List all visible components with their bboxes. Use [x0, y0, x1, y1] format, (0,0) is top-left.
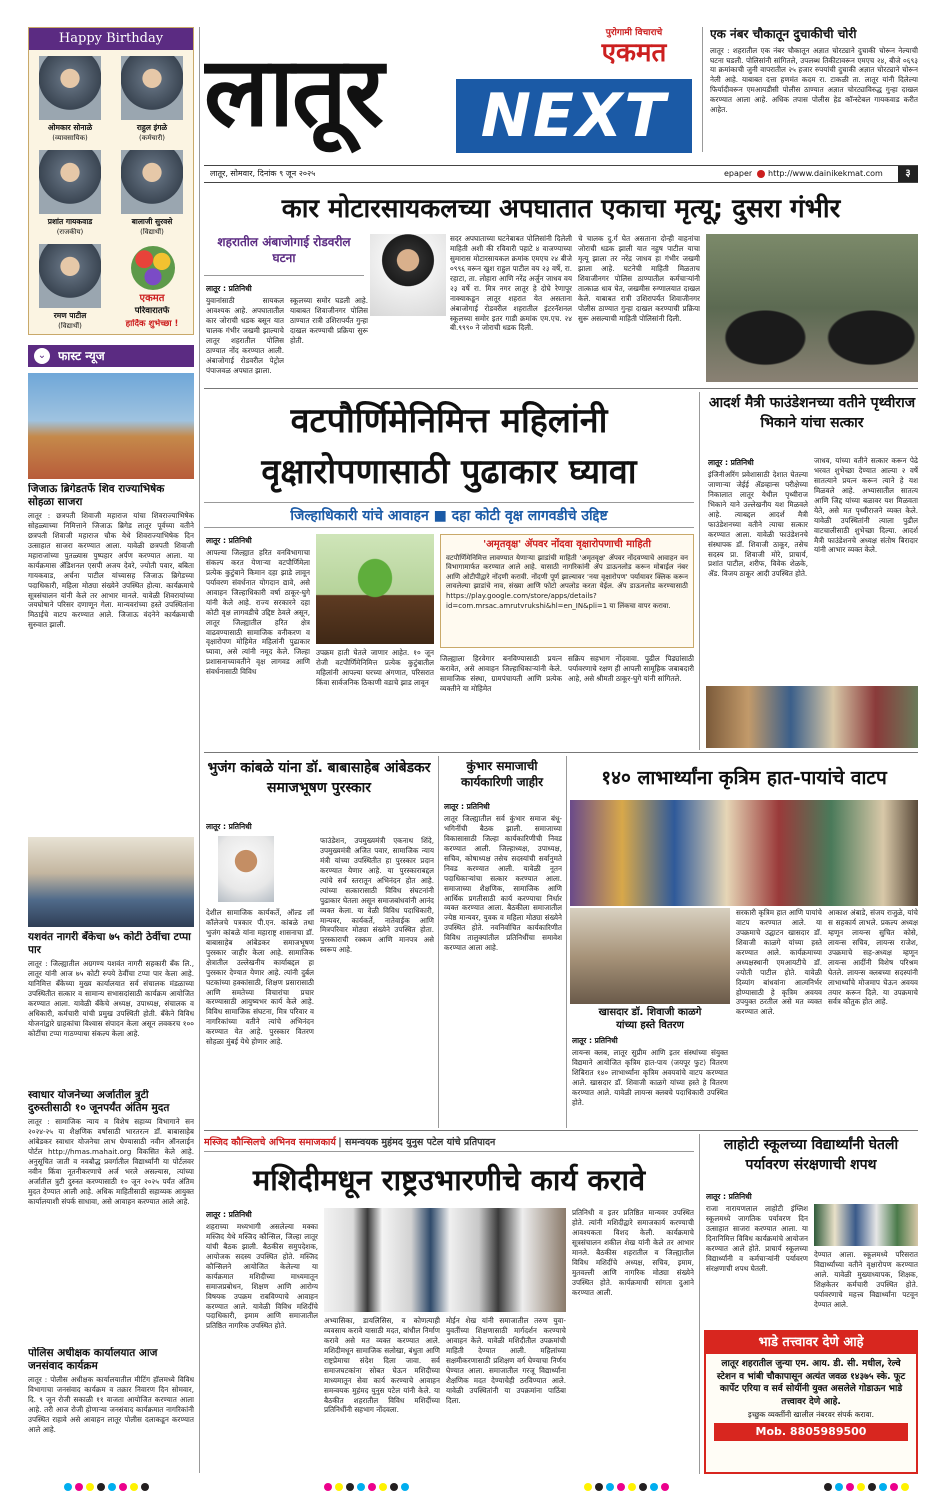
left-column-rule: [199, 27, 200, 1473]
vat-photo-sapling: [316, 534, 434, 644]
vat-headline-line2: वृक्षारोपणासाठी पुढाकार घ्यावा: [261, 452, 637, 492]
birthday-name-5: रमण पाटील: [53, 311, 87, 320]
birthday-wish-line2: परिवारातर्फे: [134, 306, 170, 316]
registration-dot: [357, 1483, 365, 1491]
dateline-bar: [204, 165, 918, 183]
kumbhar-byline: लातूर : प्रतिनिधी: [444, 802, 490, 811]
ad-title: भाडे तत्त्वावर देणे आहे: [706, 1332, 916, 1354]
kumbhar-right-rule: [566, 756, 567, 1128]
accident-col2: सदर अपघाताच्या घटनेबाबत पोलिसांनी दिलेली माहिती अशी की रविवारी पहाटे ४ वाजण्याच्या सुमारास मोटारसायकल क्रमांक एमएच २४ बीजे ०९९६ वरून खुश राहुल पाटील वय २३ वर्षे, रा. रहाटा, ता. लोहारा आणि नरेंद्र अर्जुन जाधव वय २३ वर्षे रा. मित्र नगर लातूर हे दोघे रेणापूर नाक्याकडून लातूर शहरात येत असताना अंबाजोगाई रोडवरील शहरातील इंटरनॅशनल स्कूलच्या समोर इतर गाडी क्रमांक एम.एच. २४ बी.९९९० ने जोराची धडक दिली.: [450, 234, 572, 333]
birthday-title: Happy Birthday: [29, 28, 193, 50]
chevron-down-icon: ⌄: [34, 348, 50, 364]
accident-byline: लातूर : प्रतिनिधी: [206, 284, 252, 293]
registration-dot: [868, 1483, 876, 1491]
registration-dot: [346, 1483, 354, 1491]
fast-news-body-1: लातूर : छत्रपती शिवाजी महाराज यांचा शिवराज्याभिषेक सोहळ्याच्या निमित्ताने जिजाऊ ब्रिगेड लातूर पूर्वच्या वतीने छत्रपती शिवाजी महाराज चौक येथे शिवराज्याभिषेक दिन उत्साहात साजरा करण्यात आला. यावेळी छत्रपती शिवाजी महाराजांच्या पुतळ्यास पुष्पहार अर्पण करण्यात आला. या कार्यक्रमास ॲडिशनल एसपी अजय देवरे, ज्योती पवार, बबिता गायकवाड, अर्चना पाटील यांच्यासह जिजाऊ ब्रिगेडच्या पदाधिकारी, महिला मोठ्या संख्येने उपस्थित होत्या. कार्यक्रमाचे सूत्रसंचालन यांनी केले तर आभार मानले. यावेळी शिवरायांच्या जयघोषाने परिसर दणाणून गेला. मान्यवरांच्या हस्ते उपस्थितांना मिठाईचे वाटप करण्यात आले. जिजाऊ वंदनेने कार्यक्रमाची सुरुवात झाली.: [28, 511, 194, 630]
lahoti-col2: देण्यात आला. स्कूलमध्ये परिसरात विद्यार्थ्यांच्या वतीने वृक्षारोपण करण्यात आले. यावेळी मुख्याध्यापक, शिक्षक, शिक्षकेतर कर्मचारी उपस्थित होते. पर्यावरणाचे महत्त्व विद्यार्थ्यांना पटवून देण्यात आले.: [814, 1250, 918, 1309]
prosthetic-caption-line1: खासदार डॉ. शिवाजी काळगे: [598, 1007, 702, 1018]
top-right-rule: [702, 27, 703, 152]
top-right-body: लातूर : शहरातील एक नंबर चौकातून अज्ञात चोरट्याने दुचाकी चोरून नेल्याची घटना घडली. पोलिसांनी सांगितले, उपलब्ध तिकीटावरून एमएच २४, बीजे ०६९३ या क्रमांकाची जुनी वापरातील २५ हजार रुपयांची दुचाकी अज्ञात चोरट्याने चोरून नेली आहे. याबाबत दत्ता हणमंत कदम रा. टाकळी ता. लातूर यांनी दिलेल्या फिर्यादीवरून एमआयडीसी पोलीस ठाण्यात अज्ञात चोरट्याविरुद्ध गुन्हा दाखल करण्यात आला आहे. अधिक तपास पोलीस हेड कॉन्स्टेबल गायकवाड करीत आहेत.: [710, 45, 918, 115]
birthday-photo-5: [39, 244, 101, 308]
lahoti-headline: लाहोटी स्कूलच्या विद्यार्थ्यांनी घेतली पर्यावरण संरक्षणाची शपथ: [723, 1137, 899, 1173]
birthday-photo-2: [121, 56, 183, 120]
registration-dot: [86, 1483, 94, 1491]
registration-dot: [890, 1483, 898, 1491]
prosthetic-photo-group: [570, 800, 918, 906]
masjid-kicker: मस्जिद कौन्सिलचे अभिनव समाजकार्य: [204, 1137, 336, 1148]
accident-headline: कार मोटारसायकलच्या अपघातात एकाचा मृत्यू; दुसरा गंभीर: [281, 194, 841, 224]
ad-mobile[interactable]: Mob. 8805989500: [714, 1423, 908, 1441]
registration-dot: [901, 1483, 909, 1491]
accident-col1b: स्कूलच्या समोर घडली आहे. याबाबत शिवाजीनगर पोलिस ठाण्यात रात्री उशिरापर्यंत गुन्हा दाखल करण्याची प्रक्रिया सुरू होती.: [290, 296, 368, 345]
registration-dot: [379, 1483, 387, 1491]
registration-dot: [628, 1483, 636, 1491]
vat-info-box: [440, 534, 694, 648]
accident-photo-person: [370, 234, 446, 316]
registration-dot: [639, 1483, 647, 1491]
bhujang-portrait: [218, 836, 274, 902]
registration-dot: [141, 1483, 149, 1491]
bhujang-col2: फाउंडेशन, उपमुख्यमंत्री एकनाथ शिंदे, उपमुख्यमंत्री अजित पवार, सामाजिक न्याय मंत्री यांच्या उपस्थितीत हा पुरस्कार प्रदान करण्यात येणार आहे. या पुरस्काराबद्दल त्यांचे सर्व स्तरातून अभिनंदन होत आहे. त्यांच्या सत्कारासाठी विविध संघटनांनी पुढाकार घेतला असून समाजबांधवांनी आनंद व्यक्त केला. या वेळी विविध पदाधिकारी, मान्यवर, कार्यकर्ते, नातेवाईक आणि मित्रपरिवार मोठ्या संख्येने उपस्थित होता. पुरस्काराची रक्कम आणि मानपत्र असे स्वरूप आहे.: [320, 836, 434, 955]
masjid-kicker-rest: | समन्वयक मुहंमद युनुस पटेल यांचे प्रतिपादन: [338, 1137, 496, 1148]
masjid-col4: प्रतिनिधी व इतर प्रतिष्ठित मान्यवर उपस्थित होते. त्यांनी मशिदीद्वारे समाजकार्य करण्याची आवश्यकता विशद केली. कार्यक्रमाचे सूत्रसंचालन शकील शेख यांनी केले तर आभार मानले. बैठकीस शहरातील व जिल्ह्यातील विविध मशिदींचे अध्यक्ष, सचिव, इमाम, मुतवल्ली आणि नागरिक मोठ्या संख्येने उपस्थित होते. कार्यक्रमाची सांगता दुआने करण्यात आली.: [572, 1208, 694, 1297]
masjid-headline: मशिदीमधून राष्ट्रउभारणीचे कार्य करावे: [252, 1163, 646, 1197]
bhujang-byline: लातूर : प्रतिनिधी: [206, 822, 252, 831]
kumbhar-body: लातूर जिल्ह्यातील सर्व कुंभार समाज बंधू-भगिनींची बैठक झाली. समाजाच्या विकासासाठी जिल्हा कार्यकारिणीची निवड करण्यात आली. जिल्हाध्यक्ष, उपाध्यक्ष, सचिव, कोषाध्यक्ष तसेच सदस्यांची सर्वानुमते निवड करण्यात आली. यावेळी नूतन पदाधिकाऱ्यांचा सत्कार करण्यात आला. समाजाच्या शैक्षणिक, सामाजिक आणि आर्थिक प्रगतीसाठी कार्य करण्याचा निर्धार व्यक्त करण्यात आला. बैठकीला समाजातील ज्येष्ठ मान्यवर, युवक व महिला मोठ्या संख्येने उपस्थित होते. नवनिर्वाचित कार्यकारिणीत विविध तालुक्यांतील प्रतिनिधींचा समावेश करण्यात आला आहे.: [444, 814, 562, 953]
prosthetic-headline: १४० लाभार्थ्यांना कृत्रिम हात-पायांचे वाटप: [601, 767, 887, 789]
aadarsh-photo: [706, 686, 918, 748]
birthday-name-3: प्रशांत गायकवाड: [47, 217, 93, 226]
top-right-news: [710, 27, 918, 152]
masthead-tagline: पुरोगामी विचाराचे: [605, 28, 663, 38]
fast-news-headline-3: स्वाधार योजनेच्या अर्जातील त्रुटी दुरुस्तीसाठी १० जूनपर्यंत अंतिम मुदत: [28, 1089, 170, 1115]
registration-dot: [835, 1483, 843, 1491]
masjid-photo: [324, 1208, 566, 1312]
accident-photo-bike: [706, 234, 918, 382]
registration-dot: [606, 1483, 614, 1491]
vat-headline-line1: वटपौर्णिमेनिमित्त महिलांनी: [290, 401, 608, 441]
birthday-photo-1: [39, 56, 101, 120]
birthday-name-4: बालाजी सुरवसे: [131, 217, 173, 226]
fast-news-banner: [28, 345, 194, 367]
masjid-byline: लातूर : प्रतिनिधी: [206, 1210, 252, 1219]
registration-marks: [28, 1480, 918, 1494]
vat-col3: जिल्ह्याला हिरवेगार बनविण्यासाठी प्रयत्न करावेत, असे आवाहन जिल्हाधिकाऱ्यांनी केले. सामाजिक संस्था, ग्रामपंचायती आणि प्रत्येक व्यक्तीने या मोहिमेत: [440, 654, 562, 693]
vat-box-title: 'अमृतवृक्ष' ॲपवर नोंदवा वृक्षारोपणाची माहिती: [483, 539, 651, 550]
top-right-headline: एक नंबर चौकातून दुचाकीची चोरी: [710, 27, 857, 41]
lahoti-byline: लातूर : प्रतिनिधी: [706, 1192, 752, 1201]
registration-dot: [119, 1483, 127, 1491]
vat-byline: लातूर : प्रतिनिधी: [206, 536, 252, 545]
birthday-wish-brand: एकमत: [139, 293, 165, 304]
vat-col4: सक्रिय सहभाग नोंदवावा. पुढील पिढ्यांसाठी पर्यावरणाचे रक्षण ही आपली सामूहिक जबाबदारी आहे, असे श्रीमती ठाकूर-घुगे यांनी सांगितले.: [568, 654, 694, 683]
birthday-role-4: (विद्यार्थी): [140, 228, 164, 236]
masjid-col1: शहराच्या मध्यभागी असलेल्या मक्का मस्जिद येथे मस्जिद कौन्सिल, जिल्हा लातूर यांची बैठक झाली. बैठकीस समुपदेशक, आयोजक सदस्य उपस्थित होते. मस्जिद कौन्सिलने आयोजित केलेल्या या कार्यक्रमात मशिदीच्या माध्यमातून समाजप्रबोधन, शिक्षण आणि आरोग्य विषयक उपक्रम राबविण्याचे आवाहन करण्यात आले. यावेळी विविध मशिदींचे पदाधिकारी, इमाम आणि समाजातील प्रतिष्ठित नागरिक उपस्थित होते.: [206, 1222, 318, 1331]
epaper-label: epaper: [724, 169, 753, 178]
birthday-wish-line3: हार्दिक शुभेच्छा !: [125, 319, 179, 329]
masthead-brand: एकमत: [601, 38, 667, 68]
left-column: [28, 27, 194, 1475]
vat-col1: आपल्या जिल्ह्यात हरित वनविभागाचा संकल्प करत येणाऱ्या वटपौर्णिमेला प्रत्येक कुटुंबाने किमान दहा झाडे लावून पर्यावरण संवर्धनात योगदान द्यावे, असे आवाहन जिल्हाधिकारी वर्षा ठाकूर-घुगे यांनी केले आहे. राज्य सरकारने दहा कोटी वृक्ष लागवडीचे उद्दिष्ट ठेवले असून, लातूर जिल्ह्यातील हरित क्षेत्र वाढवण्यासाठी सामाजिक वनीकरण व वृक्षारोपण मोहिमेत महिलांनी पुढाकार घ्यावा, असे त्यांनी नमूद केले. जिल्हा प्रशासनाच्यावतीने वृक्ष लागवड आणि संवर्धनासाठी विविध: [206, 548, 310, 677]
fast-news-photo-1: [28, 373, 194, 479]
aadarsh-col1: इंजिनीअरिंग प्रवेशासाठी देशात घेतल्या जाणाऱ्या जेईई ॲडव्हान्स परीक्षेच्या निकालात लातूर येथील पृथ्वीराज भिकाने याने उल्लेखनीय यश मिळवले आहे. त्याबद्दल आदर्श मैत्री फाउंडेशनच्या वतीने त्याचा सत्कार करण्यात आला. यावेळी फाउंडेशनचे संस्थापक डॉ. शिवाजी ठाकूर, तसेच सदस्य प्रा. शिवाजी मोरे, प्राचार्य, प्रशांत पाटील, शरीफ, विवेक शेळके, ॲड. विजय ठाकूर आदी उपस्थित होते.: [708, 470, 808, 579]
registration-dot: [324, 1483, 332, 1491]
site-url[interactable]: http://www.dainikekmat.com: [768, 169, 883, 178]
registration-dot: [75, 1483, 83, 1491]
globe-icon: [757, 170, 765, 178]
registration-dot: [584, 1483, 592, 1491]
registration-dot: [617, 1483, 625, 1491]
fast-news-photo-2: [28, 837, 194, 927]
registration-dot: [857, 1483, 865, 1491]
registration-dot: [401, 1483, 409, 1491]
bhujang-headline: भुजंग कांबळे यांना डॉ. बाबासाहेब आंबेडकर समाजभूषण पुरस्कार: [207, 760, 431, 797]
birthday-role-3: (राजकीय): [56, 228, 84, 236]
birthday-role-1: (व्यावसायिक): [52, 134, 88, 142]
accident-col1: युवानांसाठी सायकल आवश्यक आहे. अपघातातील कार जोराची धडक बसून यात चालक गंभीर जखमी झाल्याचे लातूर शहरातील पोलिस ठाण्यात नोंद करण्यात आली. अंबाजोगाई रोडवरील पेट्रोल पंपाजवळ अपघात झाला.: [206, 296, 284, 375]
ad-contact: इच्छुक व्यक्तींनी खालील नंबरवर संपर्क करावा.: [748, 1410, 874, 1420]
registration-dot: [97, 1483, 105, 1491]
rule-below-accident: [204, 388, 918, 389]
aadarsh-headline: आदर्श मैत्री फाउंडेशनच्या वतीने पृथ्वीराज भिकाने यांचा सत्कार: [708, 395, 916, 431]
registration-dot: [108, 1483, 116, 1491]
registration-dot: [595, 1483, 603, 1491]
fast-news-headline-4: पोलिस अधीक्षक कार्यालयात आज जनसंवाद कार्यक्रम: [28, 1347, 158, 1373]
accident-subhead: शहरातील अंबाजोगाई रोडवरील घटना: [204, 234, 364, 276]
masjid-col3: मोईन शेख यांनी समाजातील तरुण युवा-युवतींच्या शिक्षणासाठी मार्गदर्शन करण्याचे आवाहन केले. यावेळी मशिदीतील उपक्रमांची माहिती देण्यात आली. महिलांच्या सक्षमीकरणासाठी प्रशिक्षण वर्ग घेण्याचा निर्णय घेण्यात आला. समाजातील गरजू विद्यार्थ्यांना शैक्षणिक मदत देण्याचेही ठरविण्यात आले. यावेळी उपस्थितांनी या उपक्रमांना पाठिंबा दिला.: [446, 1316, 566, 1405]
accident-col3: चे चालक दु.र्ग घेत असताना दोन्ही वाहनांचा जोराची धडक झाली यात नहुष पाटील याचा मृत्यू झाला तर नरेंद्र जाधव हा गंभीर जखमी झाला आहे. घटनेची माहिती मिळताच शिवाजीनगर पोलिस ठाण्यातील कर्मचाऱ्यांनी तात्काळ धाव घेत, जखमीस रुग्णालयात दाखल केले. याबाबत रात्री उशिरापर्यंत शिवाजीनगर पोलीस ठाण्यात गुन्हा दाखल करण्याची प्रक्रिया सुरू असल्याची माहिती पोलिसांनी दिली.: [578, 234, 700, 323]
registration-dot: [335, 1483, 343, 1491]
birthday-role-2: (कर्मचारी): [139, 134, 165, 142]
flower-bouquet-icon: [131, 246, 175, 290]
kumbhar-headline: कुंभार समाजाची कार्यकारिणी जाहीर: [461, 759, 543, 790]
bhujang-col1: देशील सामाजिक कार्यकर्ते, ऑल्ड लॉ कॉलेजचे पत्रकार पी.एन. कांबळे तथा भुजंग कांबळे यांना महाराष्ट्र शासनाचा डॉ. बाबासाहेब आंबेडकर समाजभूषण पुरस्कार जाहीर केला आहे. सामाजिक क्षेत्रातील उल्लेखनीय कार्याबद्दल हा पुरस्कार देण्यात येणार आहे. त्यांनी दुर्बल घटकांच्या हक्कांसाठी, शिक्षण प्रसारासाठी आणि समतेच्या विचारांचा प्रचार करण्यासाठी आयुष्यभर कार्य केले आहे. विविध सामाजिक संघटना, मित्र परिवार व नागरिकांच्या वतीने त्यांचे अभिनंदन करण्यात येत आहे. पुरस्कार वितरण सोहळा मुंबई येथे होणार आहे.: [206, 908, 314, 1047]
page-number: ३: [898, 166, 918, 182]
vat-right-rule: [699, 392, 700, 750]
registration-dot: [824, 1483, 832, 1491]
rule-below-mid: [204, 1130, 918, 1131]
registration-dot: [390, 1483, 398, 1491]
masjid-col2: अभ्यासिका, डायलिसिस, व कोणत्याही व्यवसाय करावे यासाठी मदत, बांधील निर्माण करावे असे मत व्यक्त करण्यात आले. मशिदीमधून सामाजिक सलोखा, बंधुता आणि राष्ट्रप्रेमाचा संदेश दिला जावा. सर्व समाजघटकांना सोबत घेऊन मशिदीच्या माध्यमातून सेवा कार्य करण्याचे आवाहन समन्वयक मुहंमद युनुस पटेल यांनी केले. या बैठकीत शहरातील विविध मशिदींच्या प्रतिनिधींनी सहभाग नोंदवला.: [324, 1316, 440, 1415]
dateline: लातूर, सोमवार, दिनांक ९ जून २०२५: [210, 169, 316, 178]
prosthetic-col3: आकाश अंबाडे, संजय राजुळे, यांचे स सहकार्य लाभले. प्रकल्प अध्यक्ष म्हणून लायन्स सुचित कोसे, लायन्स सचिव, लायन्स राजेश, उपक्रमाचे सह-अध्यक्ष म्हणून लायन्स आदींनी विशेष परिश्रम घेतले. लायन्स क्लबच्या सदस्यांनी लाभार्थ्यांचे मोजमाप घेऊन अवयव तयार करून दिले. या उपक्रमाचे सर्वत्र कौतुक होत आहे.: [828, 908, 918, 1007]
masthead: [204, 27, 694, 162]
prosthetic-col1: लायन्स क्लब, लातूर सुप्रीम आणि इतर संस्थांच्या संयुक्त विद्यमाने आयोजित कृत्रिम हात-पाय (जयपूर फुट) वितरण शिबिरात १४० लाभार्थ्यांना कृत्रिम अवयवांचे वाटप करण्यात आले. खासदार डॉ. शिवाजी काळगे यांच्या हस्ते हे वितरण करण्यात आले. यावेळी लायन्स क्लबचे पदाधिकारी उपस्थित होते.: [572, 1048, 728, 1107]
fast-news-headline-1: जिजाऊ ब्रिगेडतर्फे शिव राज्याभिषेक सोहळा साजरा: [28, 483, 165, 509]
registration-dot: [650, 1483, 658, 1491]
fast-news-body-3: लातूर : सामाजिक न्याय व विशेष सहाय्य विभागाने सन २०२४-२५ या शैक्षणिक वर्षासाठी भारतरत्न डॉ. बाबासाहेब आंबेडकर स्वाधार योजनेचा लाभ घेण्यासाठी नवीन ऑनलाईन पोर्टल http://hmas.mahait.org विकसित केले आहे. अनुसूचित जाती व नवबौद्ध प्रवर्गातील विद्यार्थ्यांनी या पोर्टलवर नवीन किंवा नूतनीकरणाचे अर्ज भरले असल्यास, त्यांच्या अर्जातील त्रुटी दुरुस्त करण्यासाठी १० जून २०२५ पर्यंत अंतिम मुदत देण्यात आली आहे. अधिक माहितीसाठी सहाय्यक आयुक्त कार्यालयाशी संपर्क साधावा, असे आवाहन करण्यात आले आहे.: [28, 1117, 194, 1206]
bhujang-right-rule: [438, 756, 439, 1128]
rule-below-vat: [204, 752, 918, 753]
vat-col2: उपक्रम हाती घेतले जाणार आहेत. १० जून रोजी वटपौर्णिमेनिमित्त प्रत्येक कुटुंबातील महिलांनी आपल्या घरच्या अंगणात, परिसरात किंवा सार्वजनिक ठिकाणी वडाचे झाड लावून: [316, 648, 434, 687]
fast-news-body-4: लातूर : पोलीस अधीक्षक कार्यालयातील मीटिंग हॉलमध्ये विविध विभागाचा जनसंवाद कार्यक्रम व तक्रार निवारण दिन सोमवार, दि. ९ जून रोजी सकाळी ११ वाजता आयोजित करण्यात आला आहे. तरी आज रोजी होणाऱ्या जनसंवाद कार्यक्रमात नागरिकांनी उपस्थित राहावे असे आवाहन लातूर पोलीस दलाकडून करण्यात आले आहे.: [28, 1375, 194, 1434]
birthday-name-2: राहुल इंगळे: [136, 123, 168, 132]
prosthetic-caption: [570, 1006, 730, 1034]
prosthetic-byline: लातूर : प्रतिनिधी: [572, 1036, 618, 1045]
fast-news-title: फास्ट न्यूज: [58, 349, 105, 363]
birthday-photo-3: [39, 150, 101, 214]
fast-news-body-2: लातूर : जिल्ह्यातील अग्रगण्य यशवंत नागरी सहकारी बँक लि., लातूर यांनी आज ७५ कोटी रुपये ठेवींचा टप्पा पार केला आहे. यानिमित्त बँकेच्या मुख्य कार्यालयात सर्व संचालक मंडळाच्या उपस्थितीत सत्कार व सामान्य सभासदांसाठी कार्यक्रम आयोजित करण्यात आला. यावेळी बँकेचे अध्यक्ष, उपाध्यक्ष, संचालक व अधिकारी, कर्मचारी यांची प्रमुख उपस्थिती होती. बँकेने विविध योजनांद्वारे ग्राहकांचा विश्वास संपादन केला असून लवकरच १०० कोटींचा टप्पा गाठण्याचा संकल्प केला आहे.: [28, 959, 194, 1038]
birthday-name-1: ओमकार सोनाळे: [47, 123, 93, 132]
prosthetic-photo-mp: [570, 908, 730, 1004]
vat-box-body[interactable]: वटपौर्णिमेनिमित्त लावण्यात येणाऱ्या झाडांची माहिती 'अमृतवृक्ष' ॲपवर नोंदवण्याचे आवाहन वन विभागामार्फत करण्यात आले आहे. यासाठी नागरिकांनी ॲप डाऊनलोड करून मोबाईल नंबर आणि ओटीपीद्वारे नोंदणी करावी. नोंदणी पूर्ण झाल्यावर 'नया वृक्षारोपण' पर्यायावर क्लिक करून लावलेल्या झाडांचे नाव, संख्या आणि फोटो अपलोड करता येईल. ॲप डाऊनलोड करण्यासाठी https://play.google.com/store/apps/details?id=com.mrsac.amrutvrukshi&hl=en_IN&pli=1 या लिंकचा वापर करावा.: [446, 553, 688, 610]
registration-dot: [368, 1483, 376, 1491]
masjid-right-rule: [699, 1134, 700, 1474]
rent-advertisement: [704, 1330, 918, 1474]
registration-dot: [130, 1483, 138, 1491]
aadarsh-col2: जाधव, यांच्या वतीने सत्कार करून पेढे भरवत शुभेच्छा देण्यात आल्या २ वर्षे सातत्याने प्रयत्न करून त्याने हे यश मिळवले आहे. अभ्यासातील सातत्य आणि जिद्द यांच्या बळावर यश मिळवता येते, असे मत पृथ्वीराजने व्यक्त केले. यावेळी उपस्थितांनी त्याला पुढील वाटचालीसाठी शुभेच्छा दिल्या. आदर्श मैत्री फाउंडेशनचे अध्यक्ष संतोष बिरादार यांनी आभार व्यक्त केले.: [814, 456, 918, 555]
lahoti-photo: [814, 1204, 918, 1246]
birthday-box: [28, 27, 194, 335]
registration-dot: [64, 1483, 72, 1491]
ad-body: लातूर शहरातील जुन्या एम. आय. डी. सी. मधील, रेल्वे स्टेशन व भांबी चौकापासून अत्यंत जवळ १४३७५ स्के. फूट कार्पेट एरिया व सर्व सोयींनी युक्त असलेले गोडाऊन भाडे तत्त्वावर देणे आहे.: [716, 1359, 906, 1407]
registration-dot: [661, 1483, 669, 1491]
masjid-kicker-bar: [204, 1134, 694, 1152]
fast-news-headline-2: यशवंत नागरी बँकेचा ७५ कोटी ठेवींचा टप्पा पार: [28, 931, 191, 957]
birthday-photo-4: [121, 150, 183, 214]
vat-subhead: जिल्हाधिकारी यांचे आवाहन ■ दहा कोटी वृक्ष लागवडीचे उद्दिष्ट: [204, 502, 694, 528]
masthead-logo: लातूर: [204, 36, 382, 148]
registration-dot: [846, 1483, 854, 1491]
birthday-role-5: (विद्यार्थी): [58, 322, 82, 330]
aadarsh-byline: लातूर : प्रतिनिधी: [708, 458, 754, 467]
masthead-next-logo: NEXT: [456, 79, 692, 153]
color-dots-strip: [28, 1480, 918, 1494]
prosthetic-col2: सरकारी कृत्रिम हात आणि पायांचे वाटप करण्यात आले. या उपक्रमाचे उद्घाटन खासदार डॉ. शिवाजी काळगे यांच्या हस्ते करण्यात आले. कार्यक्रमाच्या अध्यक्षस्थानी एमआयटीचे डॉ. ज्योती पाटील होते. यावेळी दिव्यांग बांधवांना आत्मनिर्भर होण्यासाठी हे कृत्रिम अवयव उपयुक्त ठरतील असे मत व्यक्त करण्यात आले.: [736, 908, 822, 1017]
lahoti-col1: राजा नारायणलाल लाहोटी इंग्लिश स्कूलमध्ये जागतिक पर्यावरण दिन उत्साहात साजरा करण्यात आला. या दिनानिमित्त विविध कार्यक्रमांचे आयोजन करण्यात आले होते. प्राचार्य स्कूलच्या विद्यार्थ्यांनी व कर्मचाऱ्यांनी पर्यावरण संरक्षणाची शपथ घेतली.: [706, 1204, 808, 1273]
registration-dot: [879, 1483, 887, 1491]
prosthetic-caption-line2: यांच्या हस्ते वितरण: [616, 1020, 684, 1031]
